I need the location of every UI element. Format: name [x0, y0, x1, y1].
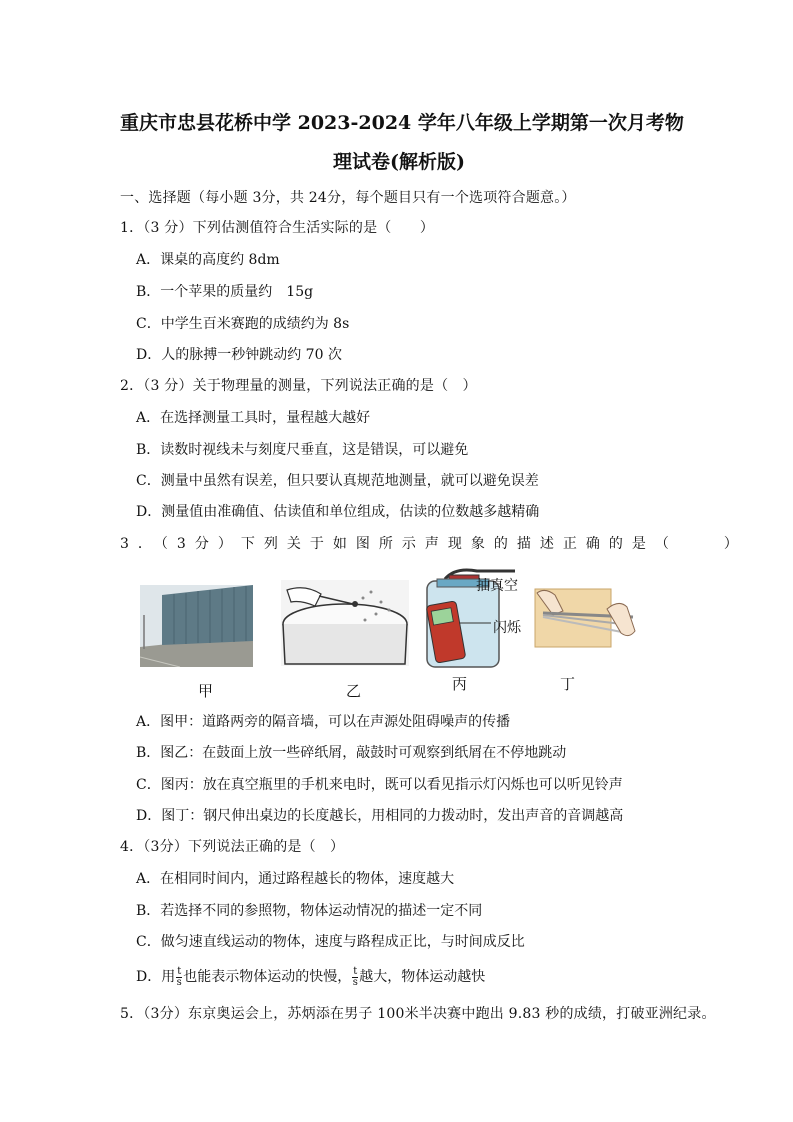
q1-option-a: A．课桌的高度约 8dm — [136, 252, 280, 268]
label-vacuum: 抽真空 — [476, 578, 518, 594]
fraction-t-over-s — [176, 967, 182, 988]
label-flash: 闪烁 — [493, 620, 521, 636]
doc-title-line2: 理试卷(解析版) — [333, 151, 465, 173]
q4-option-a: A．在相同时间内，通过路程越长的物体，速度越大 — [136, 871, 455, 887]
q1-option-b: B．一个苹果的质量约 15g — [136, 284, 314, 300]
doc-title-line1: 重庆市忠县花桥中学 2023-2024 学年八年级上学期第一次月考物 — [120, 112, 684, 134]
figure-jia-soundwall — [140, 585, 253, 667]
q4-option-d-part2: 也能表示物体运动的快慢， — [183, 969, 352, 985]
q3-option-a: A．图甲：道路两旁的隔音墙，可以在声源处阻碍噪声的传播 — [136, 714, 511, 730]
q4-option-d-part3: 越大，物体运动越快 — [359, 969, 486, 985]
q3-option-b: B．图乙：在鼓面上放一些碎纸屑，敲鼓时可观察到纸屑在不停地跳动 — [136, 745, 567, 761]
figure-yi-drum — [281, 580, 409, 666]
caption-yi: 乙 — [346, 682, 362, 700]
caption-bing: 丙 — [452, 675, 468, 693]
q4-option-d — [136, 966, 485, 988]
fraction-numerator: t — [177, 965, 182, 977]
q3-option-d: D．图丁：钢尺伸出桌边的长度越长，用相同的力拨动时，发出声音的音调越高 — [136, 808, 624, 824]
q3-option-c: C．图丙：放在真空瓶里的手机来电时，既可以看见指示灯闪烁也可以听见铃声 — [136, 777, 623, 793]
fraction-numerator-2: t — [353, 965, 358, 977]
fraction-denominator-2: s — [352, 976, 358, 988]
section-heading: 一、选择题（每小题 3分，共 24分，每个题目只有一个选项符合题意。） — [120, 190, 576, 206]
question-4-stem: 4．（3分）下列说法正确的是（ ） — [120, 839, 345, 855]
question-2-stem: 2．（3 分）关于物理量的测量，下列说法正确的是（ ） — [120, 378, 477, 394]
q2-option-d: D．测量值由准确值、估读值和单位组成，估读的位数越多越精确 — [136, 504, 540, 520]
q4-option-b: B．若选择不同的参照物，物体运动情况的描述一定不同 — [136, 903, 483, 919]
caption-ding: 丁 — [560, 675, 576, 693]
q4-option-c: C．做匀速直线运动的物体，速度与路程成正比，与时间成反比 — [136, 934, 525, 950]
q2-option-a: A．在选择测量工具时，量程越大越好 — [136, 410, 371, 426]
question-5-stem: 5．（3分）东京奥运会上，苏炳添在男子 100米半决赛中跑出 9.83 秒的成绩，打破亚洲纪录。 — [120, 1006, 716, 1022]
q1-option-d: D．人的脉搏一秒钟跳动约 70 次 — [136, 347, 342, 363]
q1-option-c: C．中学生百米赛跑的成绩约为 8s — [136, 316, 350, 332]
fraction-t-over-s-2 — [352, 967, 358, 988]
figure-ding-ruler — [523, 585, 641, 665]
q2-option-c: C．测量中虽然有误差，但只要认真规范地测量，就可以避免误差 — [136, 473, 539, 489]
q2-option-b: B．读数时视线未与刻度尺垂直，这是错误，可以避免 — [136, 442, 469, 458]
question-1-stem: 1．（3 分）下列估测值符合生活实际的是（ ） — [120, 220, 435, 236]
caption-jia: 甲 — [198, 682, 214, 700]
fraction-denominator: s — [176, 976, 182, 988]
question-3-stem: 3．（3分）下列关于如图所示声现象的描述正确的是（ ） — [120, 536, 747, 552]
q4-option-d-part1: D．用 — [136, 969, 176, 985]
